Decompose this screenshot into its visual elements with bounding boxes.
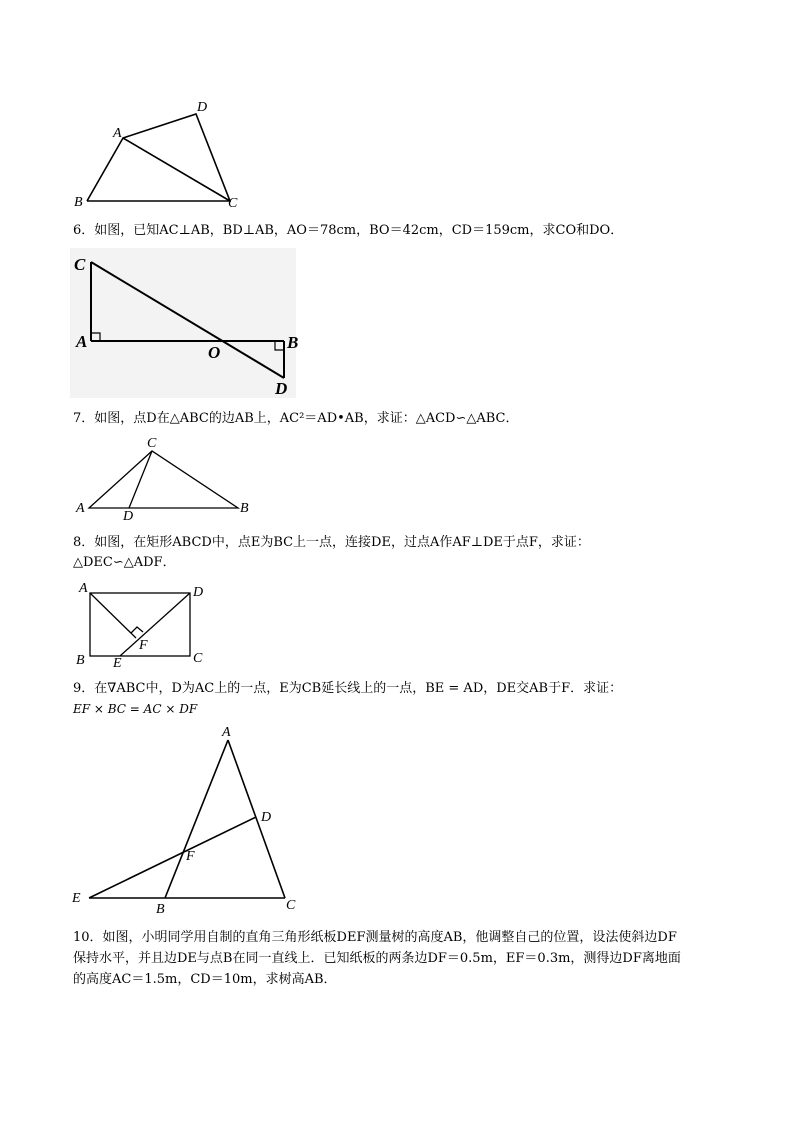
figure-6-background	[70, 248, 299, 398]
fig8-label-d: D	[193, 585, 204, 600]
fig7-label-c: C	[147, 436, 157, 451]
problem-9-text-line1: 9．在∇ABC中，D为AC上的一点，E为CB延长线上的一点，BE = AD，DE交AB于F．求证：	[73, 681, 623, 696]
fig9-label-d: D	[261, 810, 272, 825]
segment-af	[90, 593, 136, 638]
segment-cd	[129, 451, 152, 508]
segment-ab	[165, 740, 228, 898]
problem-9-formula: EF × BC = AC × DF	[73, 702, 198, 716]
fig8-label-a: A	[79, 581, 88, 596]
triangle-abc	[89, 451, 238, 508]
fig6-label-d: D	[275, 379, 288, 398]
fig5-label-b: B	[74, 195, 83, 210]
fig7-label-b: B	[240, 501, 249, 516]
fig6-label-c: C	[74, 255, 86, 274]
segment-de	[120, 593, 190, 656]
fig6-label-o: O	[208, 343, 221, 362]
fig8-label-e: E	[113, 656, 122, 671]
right-angle-f	[131, 627, 143, 633]
fig8-label-c: C	[193, 651, 203, 666]
quad-outline	[87, 114, 230, 201]
fig6-label-a: A	[76, 332, 88, 351]
problem-7-text: 7．如图，点D在△ABC的边AB上，AC²＝AD•AB，求证：△ACD∽△ABC．	[73, 411, 519, 426]
segment-ac	[228, 740, 285, 898]
fig7-label-d: D	[123, 509, 134, 524]
fig9-label-a: A	[222, 725, 231, 740]
fig8-label-f: F	[139, 638, 148, 653]
fig6-label-b: B	[287, 333, 299, 352]
fig9-label-e: E	[72, 891, 81, 906]
problem-10-text-line1: 10．如图，小明同学用自制的直角三角形纸板DEF测量树的高度AB，他调整自己的位置，设法使斜边DF	[73, 930, 677, 945]
fig5-label-d: D	[197, 100, 208, 115]
problem-10-text-line2: 保持水平，并且边DE与点B在同一直线上．已知纸板的两条边DF＝0.5m，EF＝0.3m，测得边DF离地面	[73, 951, 681, 966]
fig5-label-a: A	[113, 126, 122, 141]
fig9-label-b: B	[156, 902, 165, 917]
fig5-label-c: C	[228, 196, 238, 211]
fig7-label-a: A	[76, 501, 85, 516]
fig8-label-b: B	[76, 653, 85, 668]
segment-ed	[89, 817, 256, 898]
problem-8-text-line2: △DEC∽△ADF．	[73, 555, 176, 570]
problem-10-text-line3: 的高度AC＝1.5m，CD＝10m，求树高AB．	[73, 972, 337, 987]
problem-6-text: 6．如图，已知AC⊥AB，BD⊥AB，AO＝78cm，BO＝42cm，CD＝159cm，求CO和DO．	[73, 223, 624, 238]
fig9-label-f: F	[186, 849, 195, 864]
diagonal-ac	[123, 138, 230, 201]
problem-8-text-line1: 8．如图，在矩形ABCD中，点E为BC上一点，连接DE，过点A作AF⊥DE于点F，求证：	[73, 535, 590, 550]
fig9-label-c: C	[286, 898, 296, 913]
